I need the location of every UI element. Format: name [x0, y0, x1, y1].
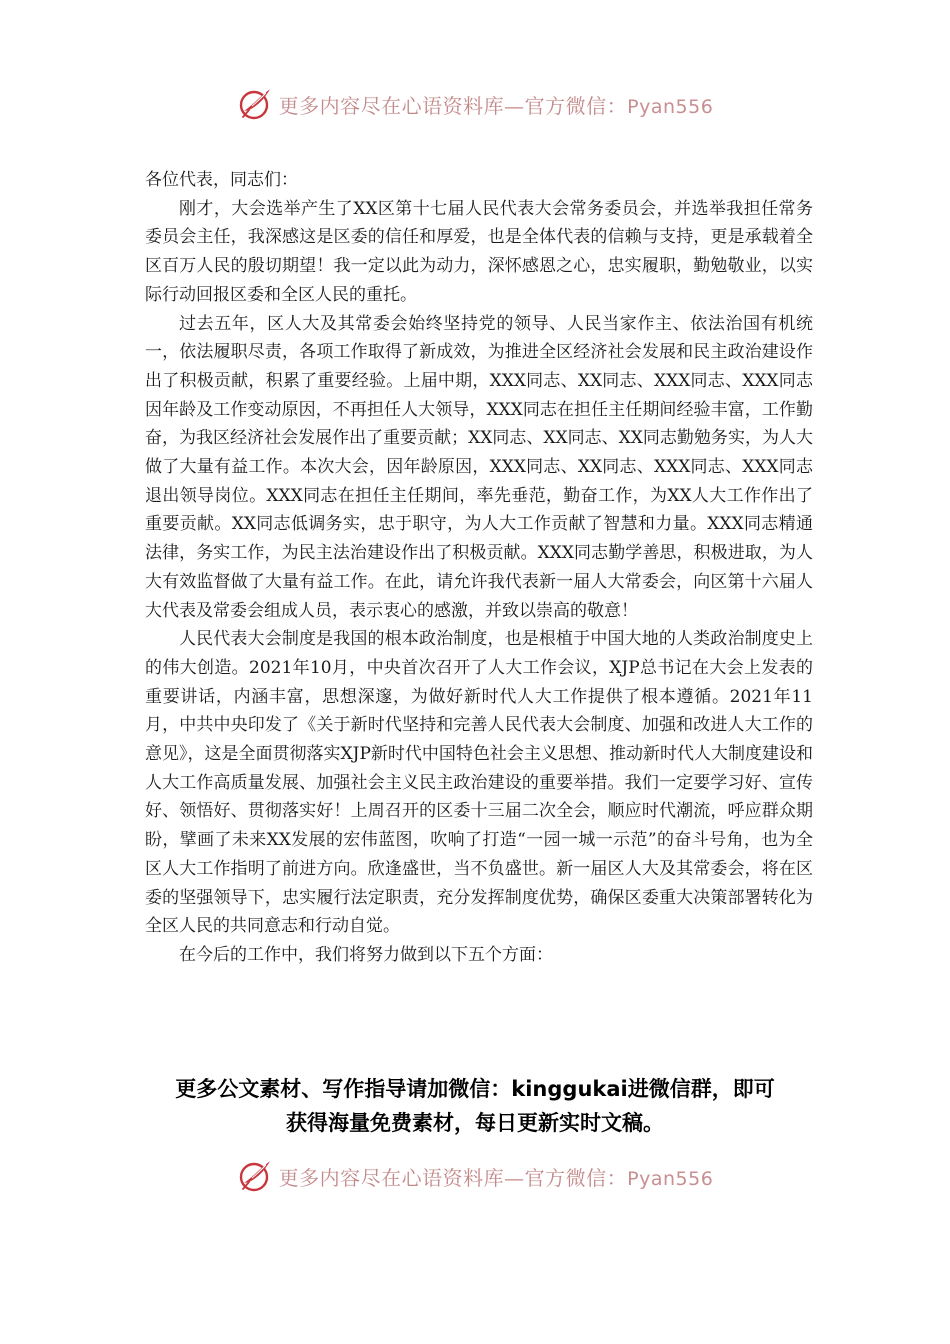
- watermark-text: [279, 90, 714, 119]
- header-watermark: [0, 84, 950, 124]
- quill-pen-logo-icon: [237, 1158, 273, 1194]
- quill-pen-logo-icon: [237, 86, 273, 122]
- footer-watermark: [0, 1156, 950, 1196]
- promo-line-1: 更多公文素材、写作指导请加微信：kinggukai进微信群，即可: [175, 1077, 775, 1101]
- watermark-wechat-id: Pyan556: [627, 95, 714, 118]
- watermark-label: 更多内容尽在心语资料库—官方微信：: [278, 1165, 628, 1190]
- promo-line-2: 获得海量免费素材，每日更新实时文稿。: [286, 1111, 664, 1135]
- watermark-label: 更多内容尽在心语资料库—官方微信：: [278, 93, 628, 118]
- salutation: 各位代表，同志们：: [145, 170, 298, 190]
- watermark-text: [279, 1162, 714, 1191]
- paragraph-1: 刚才，大会选举产生了XX区第十七届人民代表大会常务委员会，并选举我担任常务委员会主任，我深感这是区委的信任和厚爱，也是全体代表的信赖与支持，更是承载着全区百万人民的殷切期望！我一定以此为动力，深怀感恩之心，忠实履职，勤勉敬业，以实际行动回报区委和全区人民的重托。: [145, 198, 813, 305]
- watermark-wechat-id: Pyan556: [627, 1167, 714, 1190]
- paragraph-3: 人民代表大会制度是我国的根本政治制度，也是根植于中国大地的人类政治制度史上的伟大创造。2021年10月，中央首次召开了人大工作会议，XJP总书记在大会上发表的重要讲话，内涵丰富，思想深邃，为做好新时代人大工作提供了根本遵循。2021年11月，中共中央印发了《关于新时代坚持和完善人民代表大会制度、加强和改进人大工作的意见》，这是全面贯彻落实XJP新时代中国特色社会主义思想、推动新时代人大制度建设和人大工作高质量发展、加强社会主义民主政治建设的重要举措。我们一定要学习好、宣传好、领悟好、贯彻落实好！上周召开的区委十三届二次全会，顺应时代潮流，呼应群众期盼，擘画了未来XX发展的宏伟蓝图，吹响了打造“一园一城一示范”的奋斗号角，也为全区人大工作指明了前进方向。欣逢盛世，当不负盛世。新一届区人大及其常委会，将在区委的坚强领导下，忠实履行法定职责，充分发挥制度优势，确保区委重大决策部署转化为全区人民的共同意志和行动自觉。: [145, 629, 813, 937]
- paragraph-2: 过去五年，区人大及其常委会始终坚持党的领导、人民当家作主、依法治国有机统一，依法履职尽责，各项工作取得了新成效，为推进全区经济社会发展和民主政治建设作出了积极贡献，积累了重要经验。上届中期，XXX同志、XX同志、XXX同志、XXX同志因年龄及工作变动原因，不再担任人大领导，XXX同志在担任主任期间经验丰富，工作勤奋，为我区经济社会发展作出了重要贡献；XX同志、XX同志、XX同志勤勉务实，为人大做了大量有益工作。本次大会，因年龄原因，XXX同志、XX同志、XXX同志、XXX同志退出领导岗位。XXX同志在担任主任期间，率先垂范，勤奋工作，为XX人大工作作出了重要贡献。XX同志低调务实，忠于职守，为人大工作贡献了智慧和力量。XXX同志精通法律，务实工作，为民主法治建设作出了积极贡献。XXX同志勤学善思，积极进取，为人大有效监督做了大量有益工作。在此，请允许我代表新一届人大常委会，向区第十六届人大代表及常委会组成人员，表示衷心的感激，并致以崇高的敬意！: [145, 313, 813, 621]
- document-body: [145, 166, 813, 970]
- promo-notice: [120, 1072, 830, 1140]
- paragraph-4: 在今后的工作中，我们将努力做到以下五个方面：: [179, 944, 553, 965]
